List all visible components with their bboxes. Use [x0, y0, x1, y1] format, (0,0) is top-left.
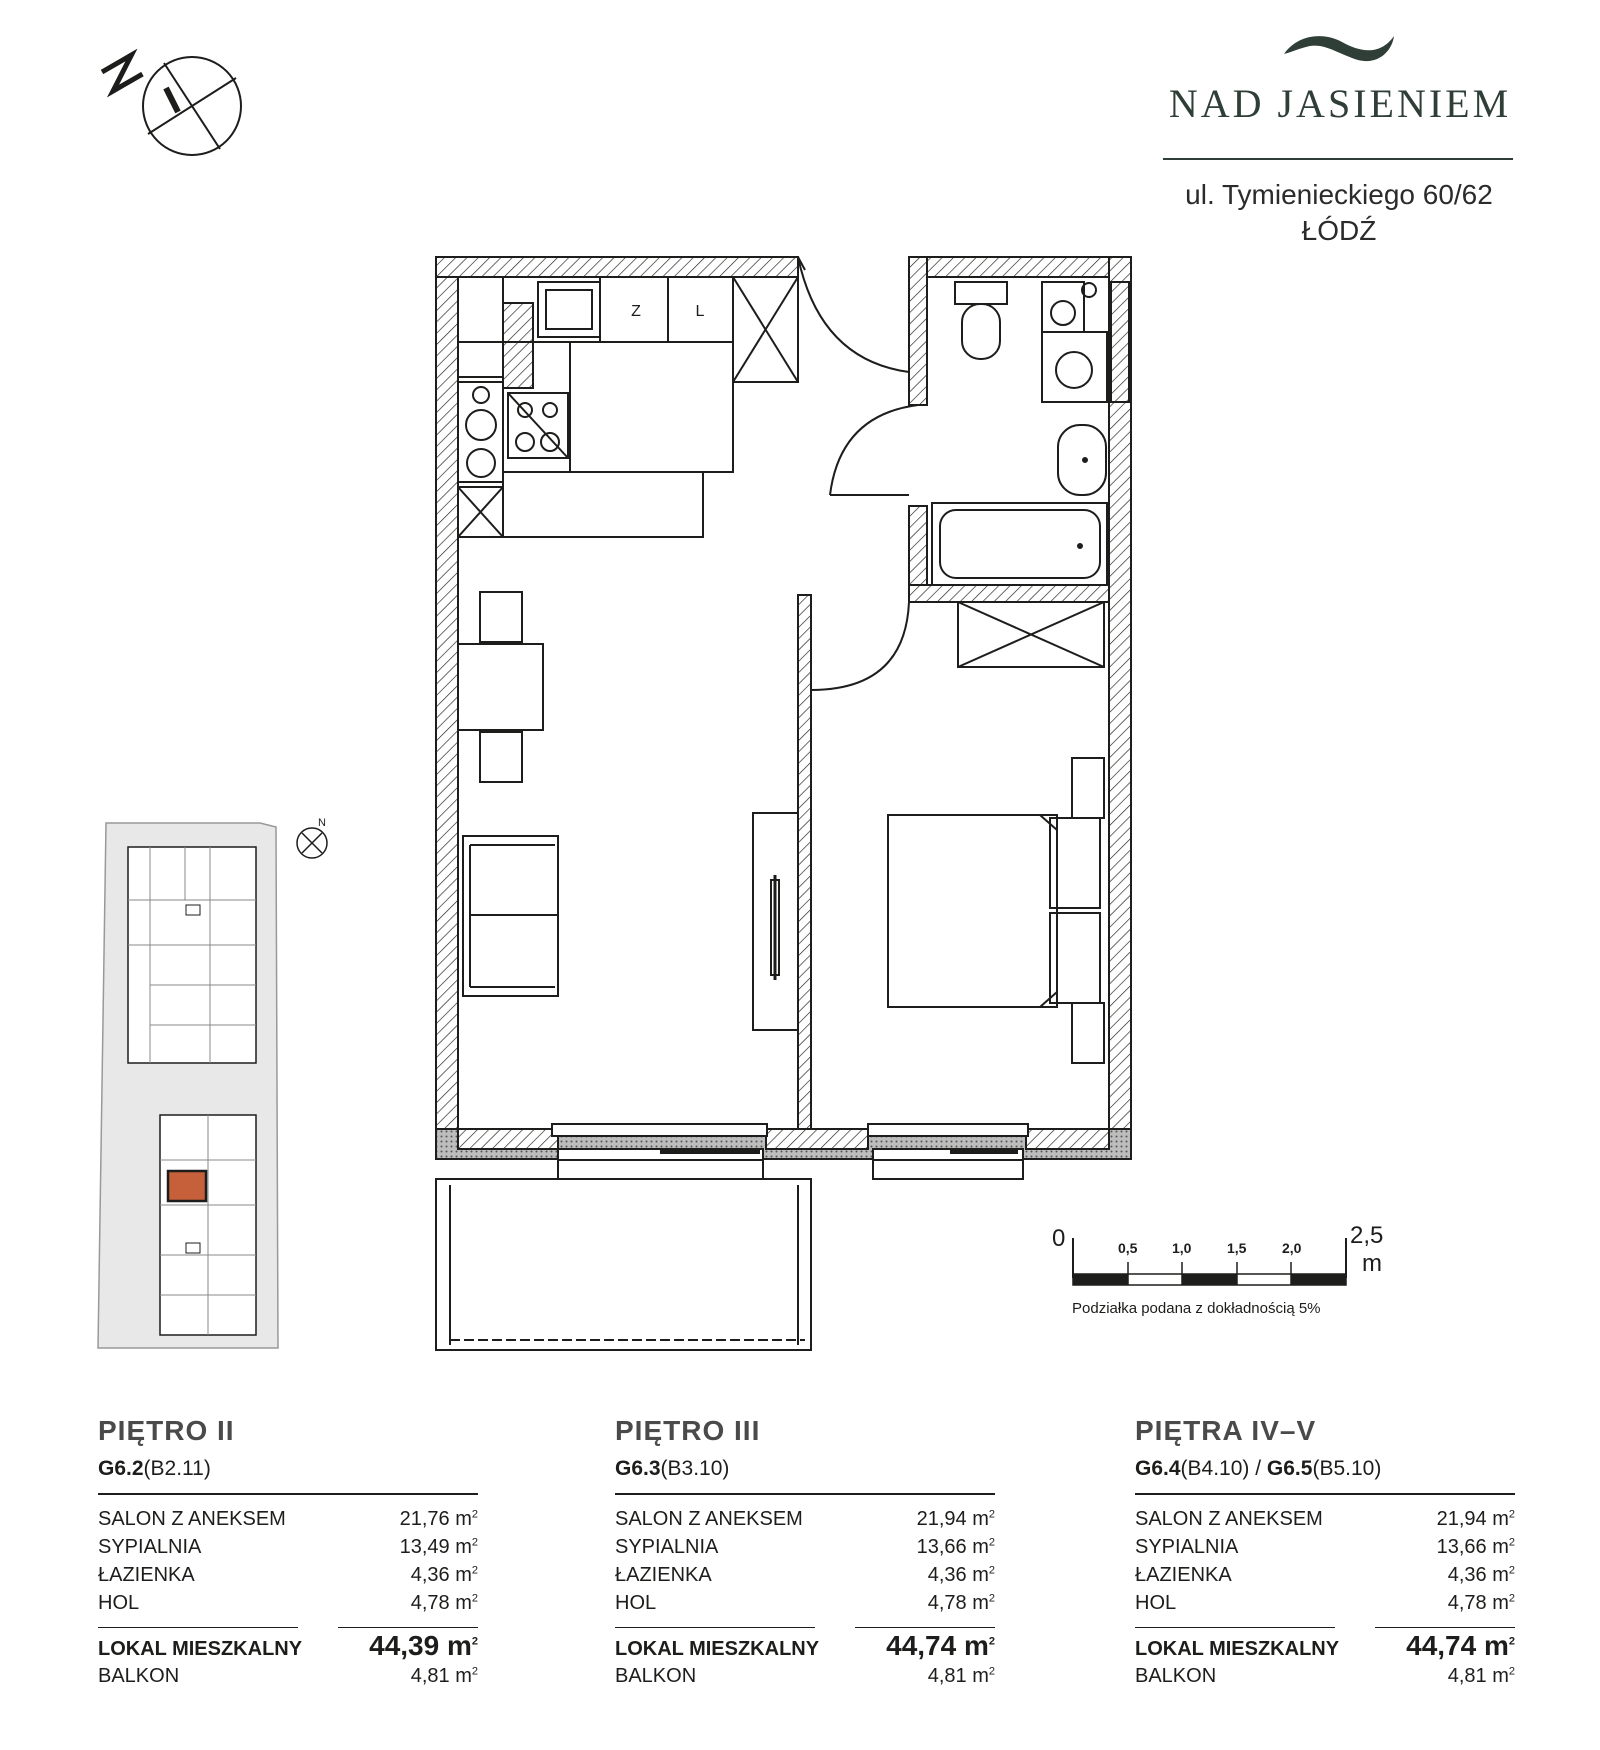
unit-code-alt: (B4.10)	[1180, 1457, 1250, 1480]
superscript-2: 2	[988, 1665, 995, 1678]
room-row	[615, 1561, 995, 1589]
room-row	[615, 1505, 995, 1533]
rule-right	[338, 1627, 478, 1629]
room-area: 21,94 $m^2$	[916, 1507, 995, 1530]
floor-title: PIĘTRO II	[98, 1415, 235, 1446]
room-name: ŁAZIENKA	[1135, 1563, 1232, 1586]
floor-table-3	[1135, 1415, 1515, 1690]
fridge-label: Z	[631, 303, 641, 320]
bath-door	[830, 405, 918, 495]
unit-code: G6.5	[1266, 1457, 1313, 1480]
balcony-label: BALKON	[98, 1665, 180, 1687]
room-row	[98, 1589, 478, 1617]
scale-tick-1: 0,5	[1118, 1240, 1138, 1256]
room-area: 4,78 $m^2$	[927, 1591, 995, 1614]
unit-code-alt: (B3.10)	[660, 1457, 730, 1480]
superscript-2: 2	[1508, 1635, 1515, 1648]
rule-left	[98, 1627, 298, 1629]
unit-codes	[98, 1457, 478, 1481]
balcony-row	[615, 1662, 995, 1690]
superscript-2: 2	[471, 1665, 478, 1678]
wall-top-living	[436, 257, 798, 277]
total-label: LOKAL MIESZKALNY	[1135, 1638, 1340, 1660]
balcony	[436, 1179, 811, 1350]
total-rules	[1135, 1627, 1515, 1629]
room-name: ŁAZIENKA	[98, 1563, 195, 1586]
balcony-row	[1135, 1662, 1515, 1690]
superscript-2: 2	[1508, 1665, 1515, 1678]
kitchen-island	[570, 342, 733, 472]
floor-title: PIĘTRA IV–V	[1135, 1415, 1317, 1446]
balcony-label: BALKON	[1135, 1665, 1217, 1687]
unit-code-alt: (B2.11)	[143, 1457, 211, 1480]
room-area: 4,78 $m^2$	[1447, 1591, 1515, 1614]
room-name: SALON Z ANEKSEM	[615, 1507, 803, 1530]
superscript-2: 2	[471, 1635, 478, 1648]
room-name: HOL	[98, 1591, 140, 1614]
rule-left	[1135, 1627, 1335, 1629]
superscript-2: 2	[471, 1507, 478, 1520]
unit-code: G6.2	[98, 1457, 144, 1480]
room-row	[98, 1533, 478, 1561]
key-plan-north-letter: N	[318, 817, 326, 829]
dining-table	[458, 644, 543, 730]
superscript-2: 2	[1508, 1535, 1515, 1548]
room-row	[1135, 1505, 1515, 1533]
superscript-2: 2	[1508, 1507, 1515, 1520]
balcony-row	[98, 1662, 478, 1690]
room-area: 4,36 $m^2$	[410, 1563, 478, 1586]
toilet-bowl	[962, 304, 1000, 359]
key-plan-compass-icon	[297, 817, 327, 858]
total-label: LOKAL MIESZKALNY	[615, 1638, 820, 1660]
room-row	[98, 1561, 478, 1589]
freezer-label: L	[695, 303, 705, 320]
scale-tick-2: 1,0	[1172, 1240, 1192, 1256]
superscript-2: 2	[471, 1563, 478, 1576]
bed	[888, 815, 1057, 1007]
room-row	[1135, 1589, 1515, 1617]
nightstand-bottom	[1072, 1003, 1104, 1063]
balcony-label: BALKON	[615, 1665, 697, 1687]
brand-name: NAD JASIENIEM	[1168, 81, 1512, 126]
table-rule	[615, 1493, 995, 1495]
total-row	[615, 1630, 995, 1662]
brand-address: ul. Tymienieckiego 60/62	[1185, 179, 1493, 210]
superscript-2: 2	[471, 1535, 478, 1548]
nightstand-top	[1072, 758, 1104, 818]
superscript-2: 2	[988, 1535, 995, 1548]
boiler	[1042, 332, 1107, 402]
room-name: SYPIALNIA	[615, 1535, 719, 1558]
table-rule	[1135, 1493, 1515, 1495]
floor-title: PIĘTRO III	[615, 1415, 761, 1446]
balcony-area: 4,81 $m^2$	[410, 1665, 478, 1687]
floor-table-1	[98, 1415, 478, 1690]
dining-chair-bottom	[480, 732, 522, 782]
rule-right	[1375, 1627, 1515, 1629]
total-rules	[615, 1627, 995, 1629]
table-rule	[98, 1493, 478, 1495]
shaft-kitchen	[503, 303, 533, 388]
dining-chair-top	[480, 592, 522, 642]
room-row	[98, 1505, 478, 1533]
wall-left	[436, 257, 458, 1129]
scale-tick-3: 1,5	[1227, 1240, 1247, 1256]
total-area: 44,74 $m^2$	[886, 1630, 995, 1661]
bath-wall-bottom	[909, 585, 1109, 602]
shaft-bath	[1111, 282, 1129, 402]
superscript-2: 2	[1508, 1563, 1515, 1576]
room-name: HOL	[615, 1591, 657, 1614]
scale-start: 0	[1052, 1225, 1066, 1252]
toilet-tank	[955, 282, 1007, 304]
bedroom-door	[811, 602, 909, 690]
scale-end: 2,5	[1350, 1222, 1384, 1249]
room-name: SALON Z ANEKSEM	[1135, 1507, 1323, 1530]
kitchen-counter-top	[458, 277, 733, 342]
unit-codes: G6.4(B4.10) / G6.5(B5.10)	[1135, 1457, 1382, 1480]
rule-left	[615, 1627, 815, 1629]
unit-code-alt: (B5.10)	[1312, 1457, 1382, 1480]
unit-code: G6.3	[615, 1457, 661, 1480]
bath-wall-left-top	[909, 257, 927, 405]
scale-unit: m	[1362, 1250, 1382, 1277]
superscript-2: 2	[471, 1591, 478, 1604]
room-row	[1135, 1533, 1515, 1561]
superscript-2: 2	[988, 1591, 995, 1604]
room-name: SYPIALNIA	[1135, 1535, 1239, 1558]
room-area: 13,66 $m^2$	[916, 1535, 995, 1558]
scale-note: Podziałka podana z dokładnością 5%	[1072, 1300, 1321, 1317]
washer-stack	[458, 382, 503, 482]
partition-wall	[798, 595, 811, 1129]
unit-code: G6.4	[1135, 1457, 1181, 1480]
scale-bar	[1070, 1238, 1350, 1288]
total-row	[1135, 1630, 1515, 1662]
total-rules	[98, 1627, 478, 1629]
room-row	[615, 1533, 995, 1561]
total-area: 44,74 $m^2$	[1406, 1630, 1515, 1661]
room-name: ŁAZIENKA	[615, 1563, 712, 1586]
room-area: 13,49 $m^2$	[399, 1535, 478, 1558]
total-area: 44,39 $m^2$	[369, 1630, 478, 1661]
window-living	[552, 1124, 767, 1136]
brand-city: ŁÓDŹ	[1301, 215, 1377, 246]
room-row	[615, 1589, 995, 1617]
total-label: LOKAL MIESZKALNY	[98, 1638, 303, 1660]
room-name: SALON Z ANEKSEM	[98, 1507, 286, 1530]
room-area: 4,36 $m^2$	[927, 1563, 995, 1586]
window-bedroom	[868, 1124, 1028, 1136]
room-row	[1135, 1561, 1515, 1589]
entrance-door	[798, 257, 909, 372]
balcony-area: 4,81 $m^2$	[1447, 1665, 1515, 1687]
scale-tick-4: 2,0	[1282, 1240, 1302, 1256]
highlighted-unit	[168, 1171, 206, 1201]
room-area: 4,78 $m^2$	[410, 1591, 478, 1614]
room-area: 21,94 $m^2$	[1436, 1507, 1515, 1530]
balcony-area: 4,81 $m^2$	[927, 1665, 995, 1687]
room-area: 4,36 $m^2$	[1447, 1563, 1515, 1586]
total-row	[98, 1630, 478, 1662]
superscript-2: 2	[988, 1507, 995, 1520]
rule-right	[855, 1627, 995, 1629]
superscript-2: 2	[988, 1635, 995, 1648]
key-plan	[90, 815, 350, 1360]
room-name: SYPIALNIA	[98, 1535, 202, 1558]
floor-table-2	[615, 1415, 995, 1690]
superscript-2: 2	[1508, 1591, 1515, 1604]
unit-codes	[615, 1457, 995, 1481]
wall-top-bath	[909, 257, 1131, 277]
room-area: 13,66 $m^2$	[1436, 1535, 1515, 1558]
superscript-2: 2	[988, 1563, 995, 1576]
room-name: HOL	[1135, 1591, 1177, 1614]
room-area: 21,76 $m^2$	[399, 1507, 478, 1530]
